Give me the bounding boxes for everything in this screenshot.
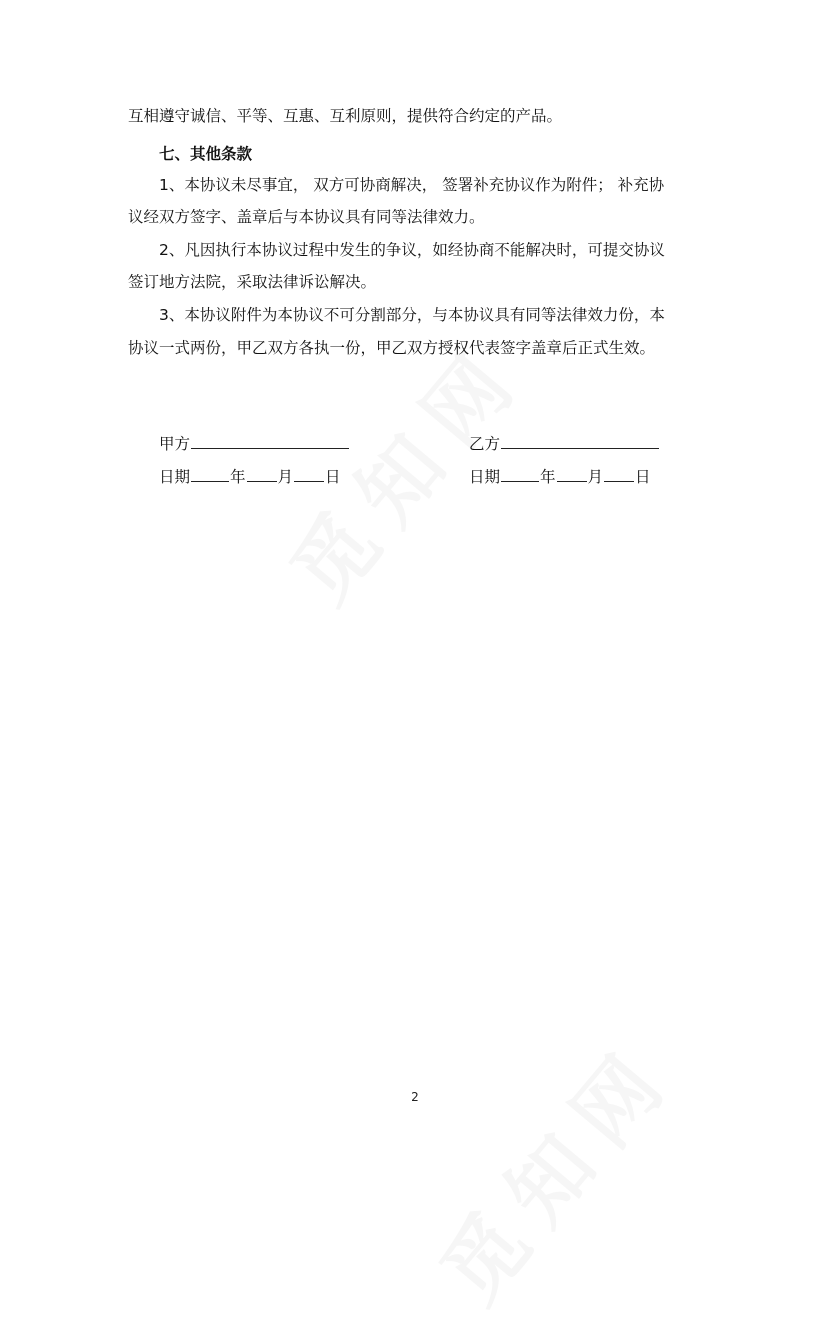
month-blank bbox=[557, 466, 587, 482]
month-blank bbox=[247, 466, 277, 482]
party-a-label: 甲方 bbox=[159, 435, 191, 453]
day-label: 日 bbox=[635, 468, 651, 486]
date-label: 日期 bbox=[469, 468, 501, 486]
paragraph-line: 3、本协议附件为本协议不可分割部分，与本协议具有同等法律效力份，本 bbox=[159, 306, 665, 324]
watermark bbox=[410, 1014, 696, 1323]
signature-blank bbox=[501, 433, 659, 449]
day-label: 日 bbox=[325, 468, 341, 486]
month-label: 月 bbox=[587, 468, 604, 486]
paragraph-line: 互相遵守诚信、平等、互惠、互利原则，提供符合约定的产品。 bbox=[128, 107, 563, 125]
party-b-signature-line bbox=[469, 433, 660, 454]
date-label: 日期 bbox=[159, 468, 191, 486]
party-a-signature-line bbox=[159, 433, 350, 454]
paragraph-line: 签订地方法院，采取法律诉讼解决。 bbox=[128, 273, 377, 291]
party-b-label: 乙方 bbox=[469, 435, 501, 453]
paragraph-line: 协议一式两份，甲乙双方各执一份，甲乙双方授权代表签字盖章后正式生效。 bbox=[128, 339, 656, 357]
day-blank bbox=[294, 466, 324, 482]
year-label: 年 bbox=[540, 468, 556, 486]
year-blank bbox=[501, 466, 539, 482]
party-a-date-line bbox=[159, 466, 341, 487]
paragraph-line: 2、凡因执行本协议过程中发生的争议，如经协商不能解决时，可提交协议 bbox=[159, 241, 665, 259]
month-label: 月 bbox=[277, 468, 294, 486]
signature-blank bbox=[191, 433, 349, 449]
party-b-date-line bbox=[469, 466, 651, 487]
year-blank bbox=[191, 466, 229, 482]
year-label: 年 bbox=[230, 468, 246, 486]
page-number: 2 bbox=[411, 1090, 419, 1104]
paragraph-line: 1、本协议未尽事宜， 双方可协商解决， 签署补充协议作为附件； 补充协 bbox=[159, 176, 665, 194]
section-heading: 七、其他条款 bbox=[159, 145, 253, 163]
day-blank bbox=[604, 466, 634, 482]
paragraph-line: 议经双方签字、盖章后与本协议具有同等法律效力。 bbox=[128, 208, 485, 226]
